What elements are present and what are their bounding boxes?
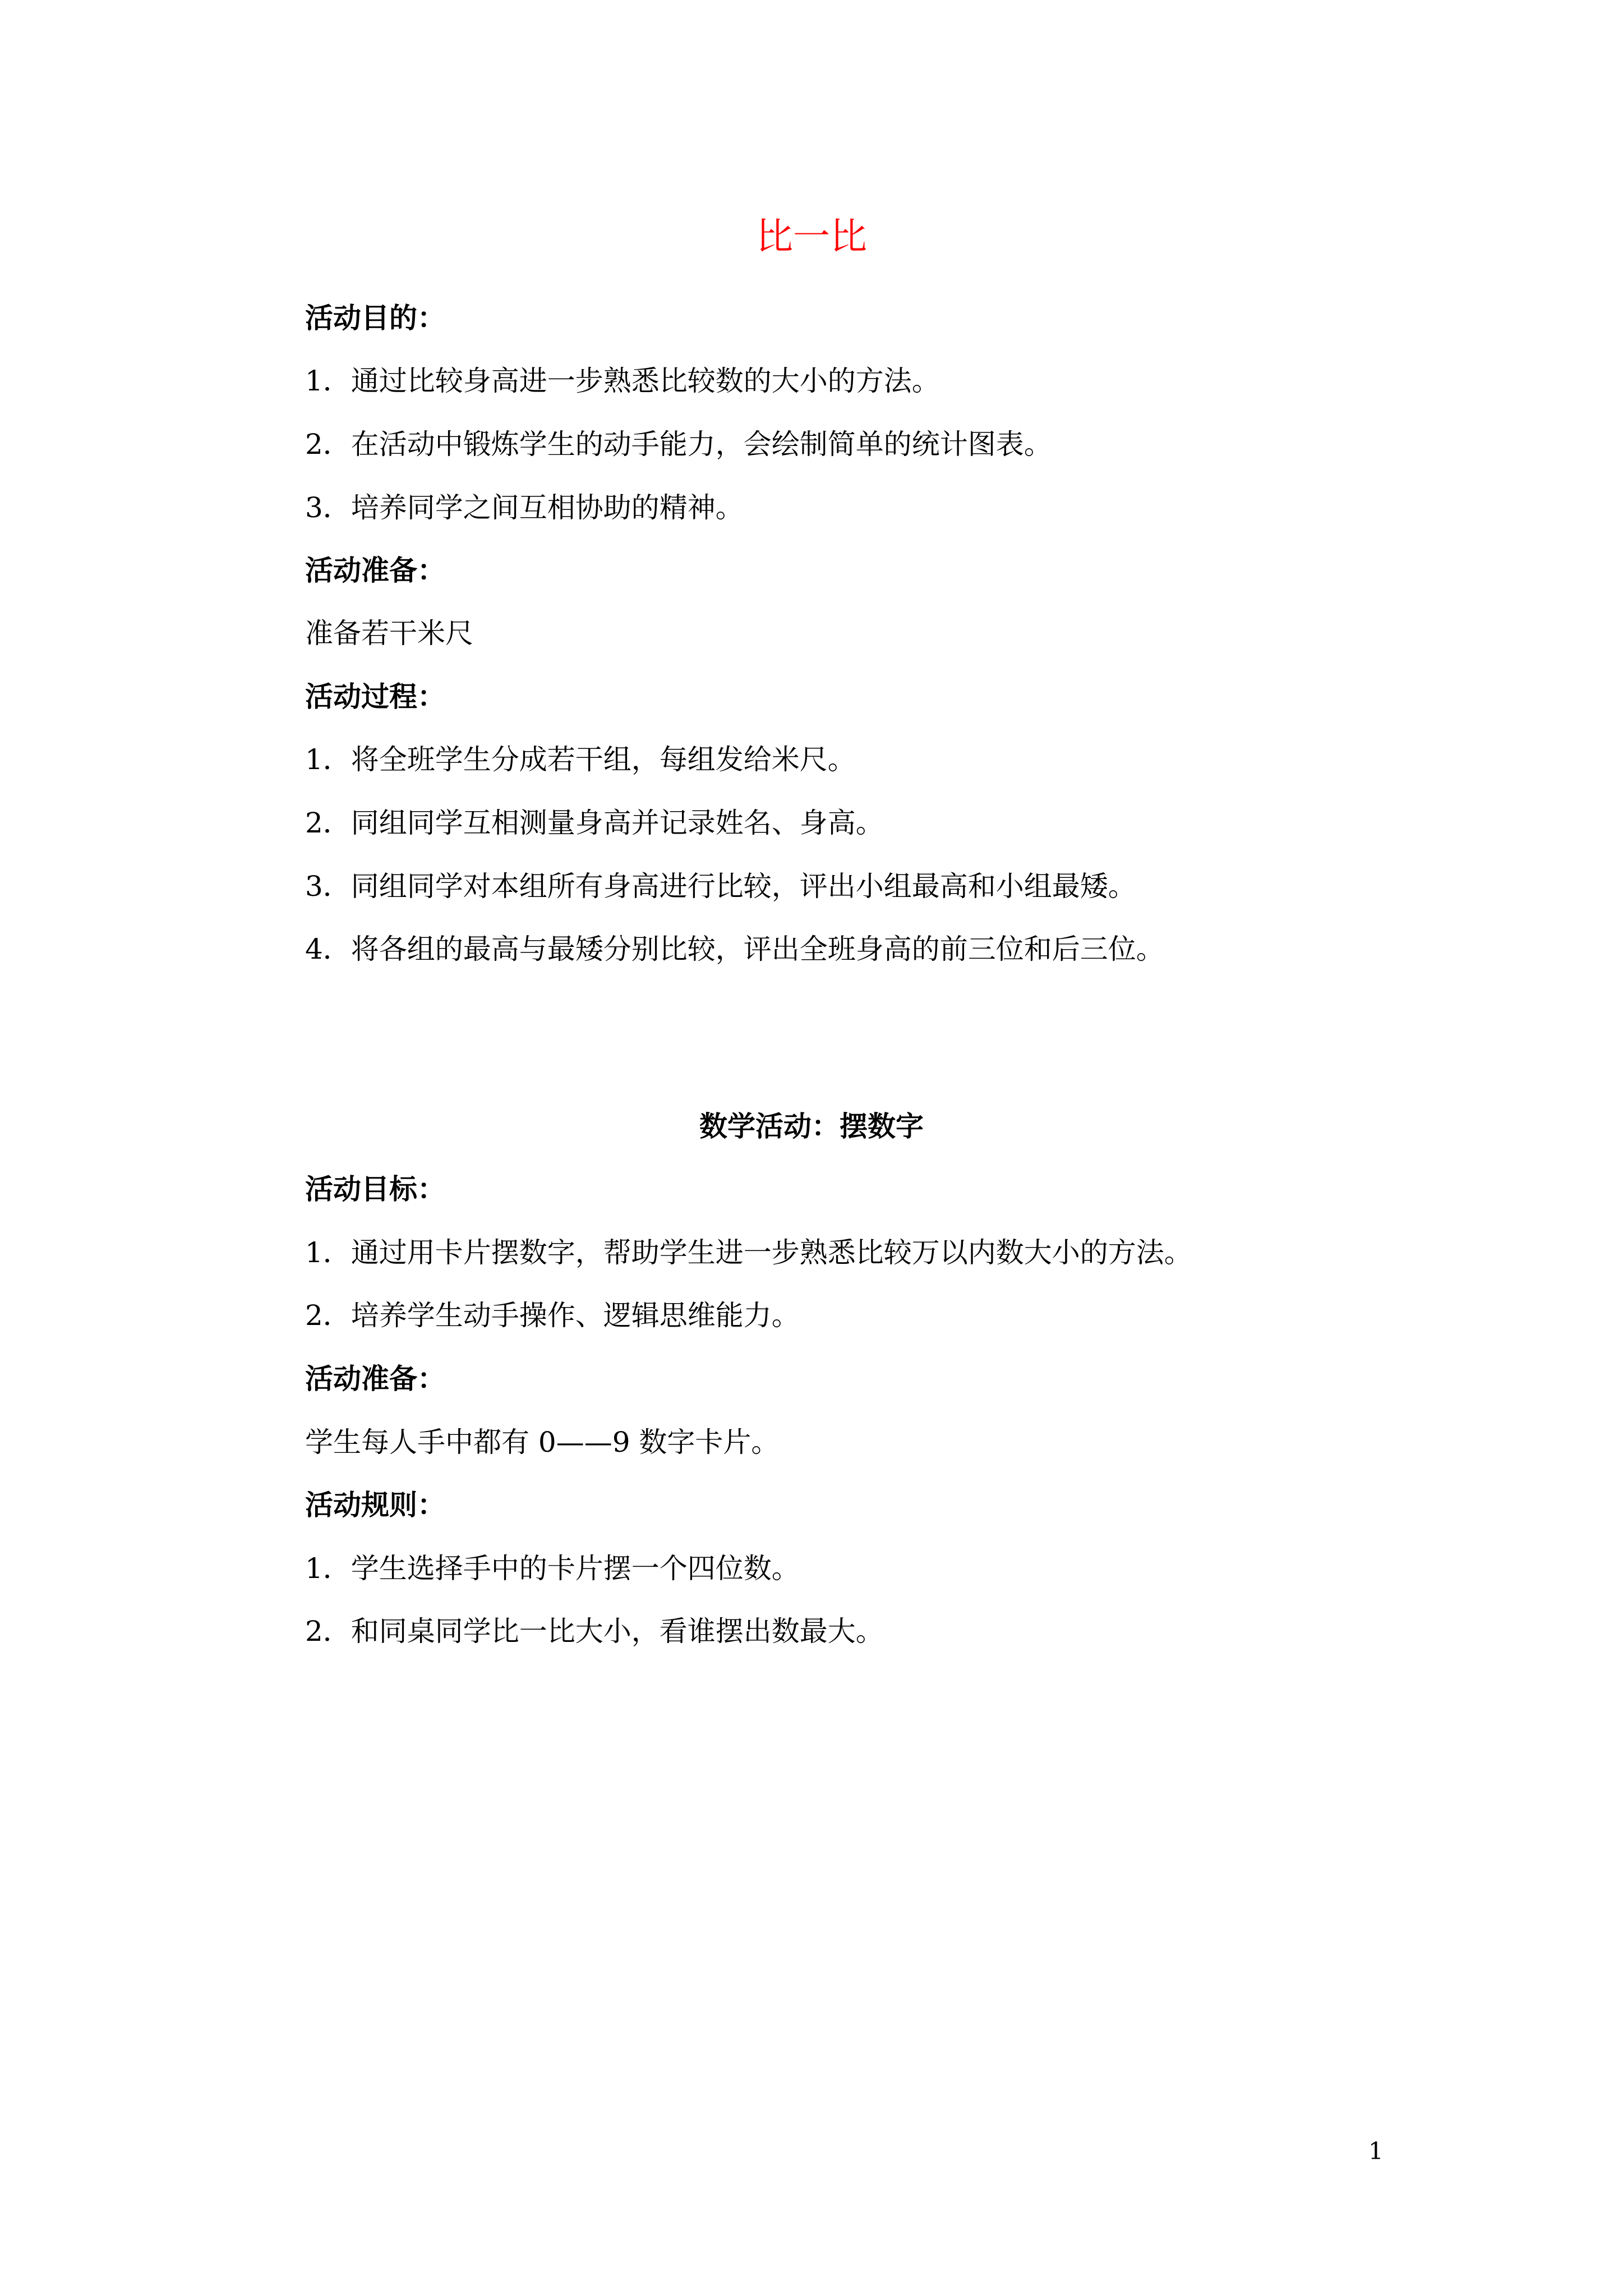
section2-title: 数学活动：摆数字 [699, 1110, 924, 1143]
section2-prep-text: 学生每人手中都有 0——9 数字卡片。 [305, 1426, 780, 1458]
section1-goal-item: 1．通过比较身高进一步熟悉比较数的大小的方法。 [305, 365, 940, 397]
section2-rules-item: 2．和同桌同学比一比大小，看谁摆出数最大。 [305, 1615, 884, 1648]
section2-goal-item: 1．通过用卡片摆数字，帮助学生进一步熟悉比较万以内数大小的方法。 [305, 1236, 1192, 1269]
section1-goal-item: 2．在活动中锻炼学生的动手能力，会绘制简单的统计图表。 [305, 428, 1052, 461]
section1-process-item: 4．将各组的最高与最矮分别比较，评出全班身高的前三位和后三位。 [305, 933, 1164, 965]
section1-process-item: 2．同组同学互相测量身高并记录姓名、身高。 [305, 807, 884, 839]
page-title: 比一比 [756, 215, 867, 258]
section2-rules-item: 1．学生选择手中的卡片摆一个四位数。 [305, 1552, 800, 1585]
section2-prep-heading: 活动准备： [305, 1362, 445, 1395]
section2-goal-item: 2．培养学生动手操作、逻辑思维能力。 [305, 1299, 800, 1332]
section1-process-item: 1．将全班学生分成若干组，每组发给米尺。 [305, 743, 856, 776]
page-number: 1 [1368, 2137, 1384, 2165]
section2-goal-heading: 活动目标： [305, 1172, 445, 1205]
section1-process-heading: 活动过程： [305, 680, 445, 713]
section1-goal-item: 3．培养同学之间互相协助的精神。 [305, 491, 744, 524]
section1-prep-text: 准备若干米尺 [305, 617, 473, 650]
section2-rules-heading: 活动规则： [305, 1488, 445, 1521]
section1-process-item: 3．同组同学对本组所有身高进行比较，评出小组最高和小组最矮。 [305, 870, 1136, 903]
section1-goal-heading: 活动目的： [305, 301, 445, 334]
section1-prep-heading: 活动准备： [305, 554, 445, 587]
